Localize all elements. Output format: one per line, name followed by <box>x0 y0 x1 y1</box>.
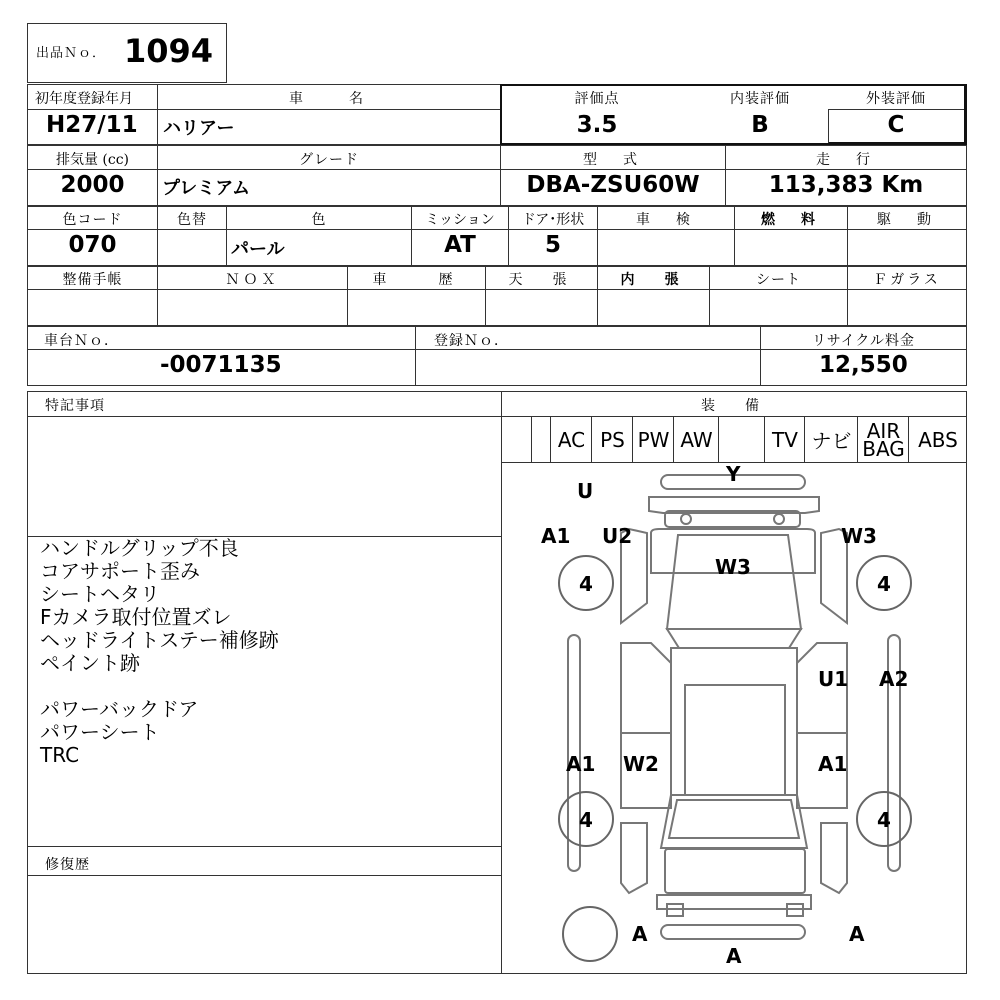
mark-w3-windshield: W3 <box>715 555 751 579</box>
remark-line: コアサポート歪み <box>40 559 200 583</box>
mark-a1-rear-left: A1 <box>566 752 596 776</box>
mark-a1-front-left: A1 <box>541 524 571 548</box>
colorchange-label: 色替 <box>177 212 207 228</box>
remarks-list <box>40 537 279 767</box>
trim-label: 内 張 <box>620 272 687 288</box>
remark-line <box>40 675 279 698</box>
repair-header-cell <box>27 846 502 876</box>
mark-a-rear-right: A <box>849 922 865 946</box>
car-diagram <box>501 463 967 973</box>
tire-front-right-value: 4 <box>877 572 891 596</box>
reg-label: 初年度登録年月 <box>35 91 133 107</box>
equip-airbag: AIR BAG <box>857 417 909 462</box>
equip-aw: AW <box>673 417 719 462</box>
remark-line: パワーバックドア <box>40 697 199 721</box>
mission-label: ミッション <box>425 212 495 228</box>
tire-rear-left-value: 4 <box>579 808 593 832</box>
score-value: 3.5 <box>576 112 618 138</box>
mark-u-left: U <box>577 479 594 503</box>
exterior-label: 外装評価 <box>866 91 926 107</box>
seat-label: シート <box>756 272 801 288</box>
mark-w2: W2 <box>623 752 659 776</box>
drive-value-cell <box>847 229 967 266</box>
equip-tv: TV <box>764 417 805 462</box>
name-value: ハリアー <box>163 118 235 139</box>
mark-a-rear-left: A <box>632 922 648 946</box>
nox-label: ＮＯＸ <box>225 272 280 288</box>
interior-value: B <box>751 112 769 138</box>
remark-line: パワーシート <box>40 720 160 744</box>
history-label: 車 歴 <box>372 272 461 288</box>
remark-line: ヘッドライトステー補修跡 <box>40 628 279 652</box>
equipment-row <box>501 416 967 463</box>
model-value: DBA-ZSU60W <box>526 172 700 198</box>
interior-label: 内装評価 <box>730 91 790 107</box>
maint-value-cell <box>27 289 158 326</box>
score-label: 評価点 <box>574 91 620 107</box>
repair-body-cell <box>27 875 502 974</box>
history-value-cell <box>347 289 486 326</box>
equip-pw: PW <box>632 417 674 462</box>
hood-windshield-shape <box>651 529 815 648</box>
tire-front-left-value: 4 <box>579 572 593 596</box>
grade-value: プレミアム <box>162 178 251 199</box>
remark-line: ペイント跡 <box>40 651 140 675</box>
fglass-label: Ｆガラス <box>873 272 941 288</box>
fuel-value-cell <box>734 229 848 266</box>
name-label: 車 名 <box>289 91 369 107</box>
tires <box>559 556 911 961</box>
regno-label: 登録Ｎｏ． <box>434 333 509 349</box>
mark-a1-rear-right: A1 <box>818 752 848 776</box>
mark-y-front: Y <box>726 462 741 486</box>
model-label: 型 式 <box>583 152 643 168</box>
equipment-label: 装 備 <box>701 398 767 414</box>
tire-rear-right-value: 4 <box>877 808 891 832</box>
maint-label: 整備手帳 <box>62 272 123 288</box>
colorchange-value-cell <box>157 229 227 266</box>
mark-a-rear-bottom: A <box>726 944 742 968</box>
mark-a2: A2 <box>879 667 909 691</box>
lot-number: 1094 <box>124 32 214 70</box>
inspection-value-cell <box>597 229 735 266</box>
color-value: パール <box>231 239 285 260</box>
disp-label: 排気量 (cc) <box>55 152 130 168</box>
reg-value: H27/11 <box>46 112 138 138</box>
remark-line: ハンドルグリップ不良 <box>40 536 239 560</box>
chassis-label: 車台Ｎｏ． <box>44 333 119 349</box>
regno-value-cell <box>415 349 761 386</box>
color-label: 色 <box>311 212 327 228</box>
trim-value-cell <box>597 289 710 326</box>
mission-value: AT <box>444 232 476 258</box>
seat-value-cell <box>709 289 848 326</box>
disp-value: 2000 <box>60 172 125 198</box>
equip-blank <box>531 417 551 462</box>
colorcode-label: 色コード <box>62 212 123 228</box>
nox-value-cell <box>157 289 348 326</box>
roof-value-cell <box>485 289 598 326</box>
roof-label: 天 張 <box>508 272 575 288</box>
exterior-value: C <box>887 112 905 138</box>
door-label: ドア･形状 <box>521 212 585 228</box>
equip-navi: ナビ <box>804 417 858 462</box>
lot-label: 出品Ｎｏ． <box>36 46 107 61</box>
mark-w3-right: W3 <box>841 524 877 548</box>
equip-blank <box>718 417 765 462</box>
equip-abs: ABS <box>908 417 967 462</box>
repair-label: 修復歴 <box>45 857 90 873</box>
mileage-label: 走 行 <box>816 152 876 168</box>
equip-ac: AC <box>550 417 592 462</box>
drive-label: 駆 動 <box>877 212 937 228</box>
chassis-value: -0071135 <box>160 352 282 378</box>
fuel-label: 燃 料 <box>761 212 821 228</box>
remarks-label: 特記事項 <box>45 398 105 414</box>
cabin-roof-shape <box>671 648 797 795</box>
equip-ps: PS <box>591 417 633 462</box>
grade-label: グレード <box>299 152 359 168</box>
mark-u1: U1 <box>818 667 849 691</box>
mark-u2: U2 <box>602 524 633 548</box>
recycle-value: 12,550 <box>819 352 908 378</box>
remark-line: Fカメラ取付位置ズレ <box>40 605 232 629</box>
fglass-value-cell <box>847 289 967 326</box>
inspection-label: 車 検 <box>636 212 696 228</box>
remark-line: TRC <box>40 743 80 767</box>
rear-shape <box>657 795 811 939</box>
remark-line: シートヘタリ <box>40 582 160 606</box>
door-value: 5 <box>544 232 561 258</box>
mileage-value: 113,383 Km <box>768 172 924 198</box>
colorcode-value: 070 <box>68 232 117 258</box>
recycle-label: リサイクル料金 <box>811 333 916 349</box>
